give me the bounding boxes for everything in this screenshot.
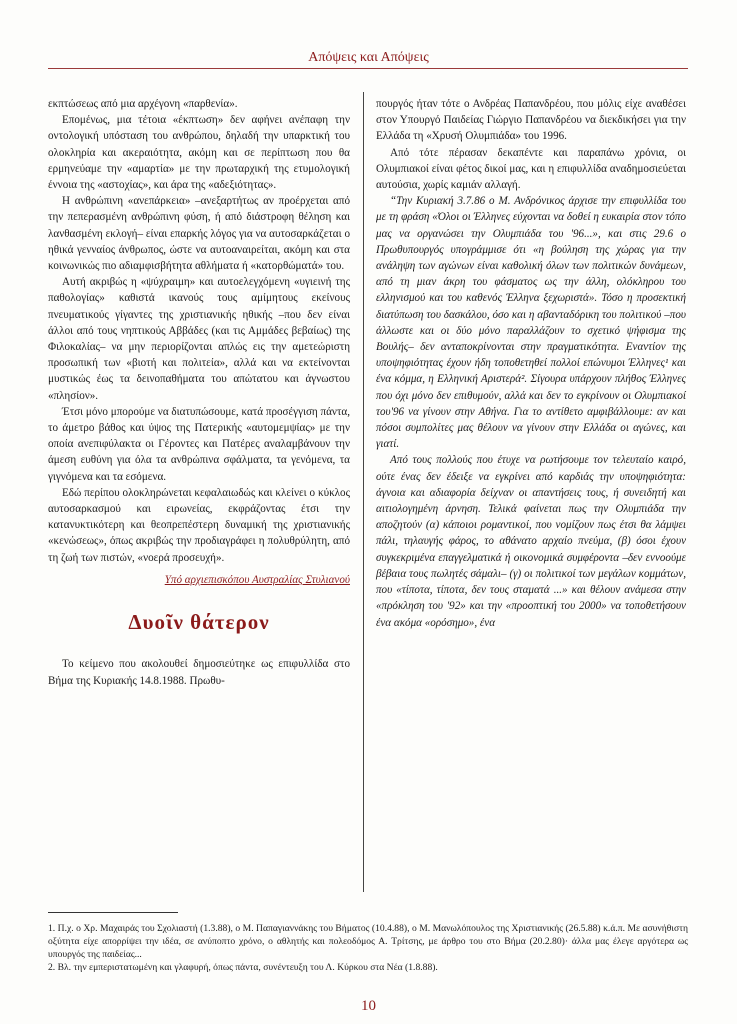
left-paragraph-6: Εδώ περίπου ολοκληρώνεται κεφαλαιωδώς και κλείνει ο κύκλος αυτοσαρκασμού και ειρωνείας, εκφράζοντας έτσι την κατανυκτικότερη και θεοπρεπέστερη δυναμική της χριστιανικής «κενώσεως», όπως ακριβώς την προδιαγράφει η πολυθρύλητη, από τη ζωή των πιστών, «νοερά προσευχή». (48, 486, 350, 564)
footnote-rule (48, 912, 178, 913)
footnote-2: 2. Βλ. την εμπεριστατωμένη και γλαφυρή, όπως πάντα, συνέντευξη του Λ. Κύρκου στα Νέα (1.8.88). (48, 962, 438, 973)
page-number: 10 (361, 998, 376, 1014)
left-paragraph-2: Επομένως, μια τέτοια «έκπτωση» δεν αφήνει ανέπαφη την οντολογική υπόσταση του ανθρώπου, δηλαδή την υπαρκτική του ολοκληρία και ακεραιότητα, ακόμη και σε περίπτωση που θα ερμηνεύαμε την «αμαρτία» με την πρωταρχική της ετυμολογική έννοια της «αστοχίας», και άρα της «αδεξιότητας». (48, 114, 350, 192)
running-header: Απόψεις και Απόψεις (308, 50, 429, 65)
left-paragraph-1: εκπτώσεως από μια αρχέγονη «παρθενία». (48, 98, 238, 110)
header-rule (48, 68, 688, 69)
footnotes (48, 922, 688, 974)
quoted-paragraph-1: “Την Κυριακή 3.7.86 ο Μ. Ανδρόνικος άρχισε την επιφυλλίδα του με τη φράση «Όλοι οι Έλληνες εύχονται να δοθεί η ευκαιρία στον τόπο μας να οργανώσει την Ολυμπιάδα του '96...», και στις 29.6 ο Πρωθυπουργός υπογράμμισε ότι «η βούληση της χώρας για την ανάληψη των αγώνων είναι καθολική όλων των πολιτικών δυνάμεων, από τη μιαν άκρη του φάσματος ως την άλλη, ολόκληρου του ελληνισμού και του καθενός Έλληνα ξεχωριστά». Τόσο η προσεκτική διατύπωση του δασκάλου, όσο και η αβανταδόρικη του πολιτικού –που άλλωστε και οι δύο μόνο παραλλάζουν το σχετικό ψήφισμα της Βουλής– δεν ανταποκρίνονται στην πραγματικότητα. Εναντίον της υποψηφιότητας έχουν ήδη τοποθετηθεί πολλοί επώνυμοι Έλληνες¹ και ένα κόμμα, η Ελληνική Αριστερά². Σίγουρα υπάρχουν πλήθος Έλληνες που όχι μόνο δεν επιθυμούν, αλλά και δεν το εγκρίνουν οι Ολυμπιακοί του'96 να γίνουν στην Αθήνα. Για το αντίθετο αμφιβάλλουμε: αν και πόσοι συμπολίτες μας θέλουν να γίνουν στην Ελλάδα οι αγώνες, και γιατί. (376, 195, 686, 451)
left-paragraph-3: Η ανθρώπινη «ανεπάρκεια» –ανεξαρτήτως αν προέρχεται από την πεπερασμένη ανθρώπινη φύση, ή από διάστροφη θέληση και λανθασμένη εκλογή– είναι επαρκής λόγος για να αυτοσαρκάζεται ο ηθικά γενναίος άνθρωπος, ώστε να αυτοαναιρείται, ακόμη και στα κοινωνικώς πιο αδιαμφισβήτητα αθλήματα ή «κατορθώματά» του. (48, 195, 350, 273)
footnote-1: 1. Π.χ. ο Χρ. Μαχαιράς του Σχολιαστή (1.3.88), ο Μ. Παπαγιαννάκης του Βήματος (10.4.88), ο Μ. Μανωλόπουλος της Χριστιανικής (26.5.88) κ.ά.π. Με ασυνήθιστη οξύτητα είχε απορρίψει την ιδέα, σε ανύποπτο χρόνο, ο αθλητής και πολεοδόμος Α. Τρίτσης, με άρθρο του στο Βήμα (20.2.80)· άλλα μας έλεγε αργότερα ως υπουργός της παιδείας... (48, 923, 688, 960)
right-column (376, 96, 686, 631)
section-title: Δυοῖν θάτερον (128, 610, 270, 635)
quoted-paragraph-2: Από τους πολλούς που έτυχε να ρωτήσουμε τον τελευταίο καιρό, ούτε ένας δεν έδειξε να εγκρίνει από καρδιάς την υποψηφιότητα: άγνοια και αδιαφορία δείχναν οι απαντήσεις τους, ή συνειδητή και αιτιολογημένη άρνηση. Τελικά φαίνεται πως την Ολυμπιάδα την αποζητούν (α) κάποιοι ρομαντικοί, που νομίζουν πως έτσι θα λάμψει πάλι, τηλαυγής φάρος, το αθάνατο αρχαίο πνεύμα, (β) όσοι έχουν συγκεκριμένα επαγγελματικά ή οικονομικά συμφέροντα –δεν εννοούμε βέβαια τους πωλητές σάμαλι– (γ) οι πολιτικοί των μεγάλων κομμάτων, που «τίποτα, τίποτα, δεν τους σταματά ...» και θέλουν ανάμεσα στην «πρόκληση του '92» και την «προοπτική του 2000» να τοποθετήσουν ένα ακόμα «ορόσημο», ένα (376, 454, 686, 629)
right-paragraph-2: Από τότε πέρασαν δεκαπέντε και παραπάνω χρόνια, οι Ολυμπιακοί είναι φέτος δικοί μας, και η επιφυλλίδα αναδημοσιεύεται αυτούσια, χωρίς καμιάν αλλαγή. (376, 146, 686, 192)
author-signature: Υπό αρχιεπισκόπου Αυστραλίας Στυλιανού (164, 573, 350, 586)
left-column (48, 96, 350, 689)
section-intro-paragraph: Το κείμενο που ακολουθεί δημοσιεύτηκε ως επιφυλλίδα στο Βήμα της Κυριακής 14.8.1988. Πρωθυ- (48, 658, 350, 687)
right-paragraph-1: πουργός ήταν τότε ο Ανδρέας Παπανδρέου, που μόλις είχε αναθέσει στον Υπουργό Παιδείας Γιώργιο Παπανδρέου να διεκδικήσει για την Ελλάδα τη «Χρυσή Ολυμπιάδα» του 1996. (376, 98, 686, 143)
column-divider (363, 92, 364, 892)
left-paragraph-4: Αυτή ακριβώς η «ψύχραιμη» και αυτοελεγχόμενη «υγιεινή της παθολογίας» καθιστά ικανούς τους αμίμητους εκείνους πνευματικούς γίγαντες της χριστιανικής ηθικής –που δεν είναι άλλοι από τους νηπτικούς Αββάδες (και τις Αμμάδες βεβαίως) της Φιλοκαλίας– να μην περιορίζονται απλώς εις την αμετεώριστη προσωπική των «βιοτή και πολιτεία», αλλά και να εκτείνονται μυστικώς έως τα δεινοπαθήματα του απώτατου και άγνωστου «πλησίον». (48, 276, 350, 402)
left-paragraph-5: Έτσι μόνο μπορούμε να διατυπώσουμε, κατά προσέγγιση πάντα, το άμετρο βάθος και ύψος της Πατερικής «αυτομεμψίας» με την οποία ανεπιφύλακτα οι Γέροντες και Πατέρες αναλαμβάνουν την άμεση ευθύνη για όλα τα ανθρώπινα σφάλματα, τα γενόμενα, τα γιγνόμενα και τα εσόμενα. (48, 405, 350, 483)
